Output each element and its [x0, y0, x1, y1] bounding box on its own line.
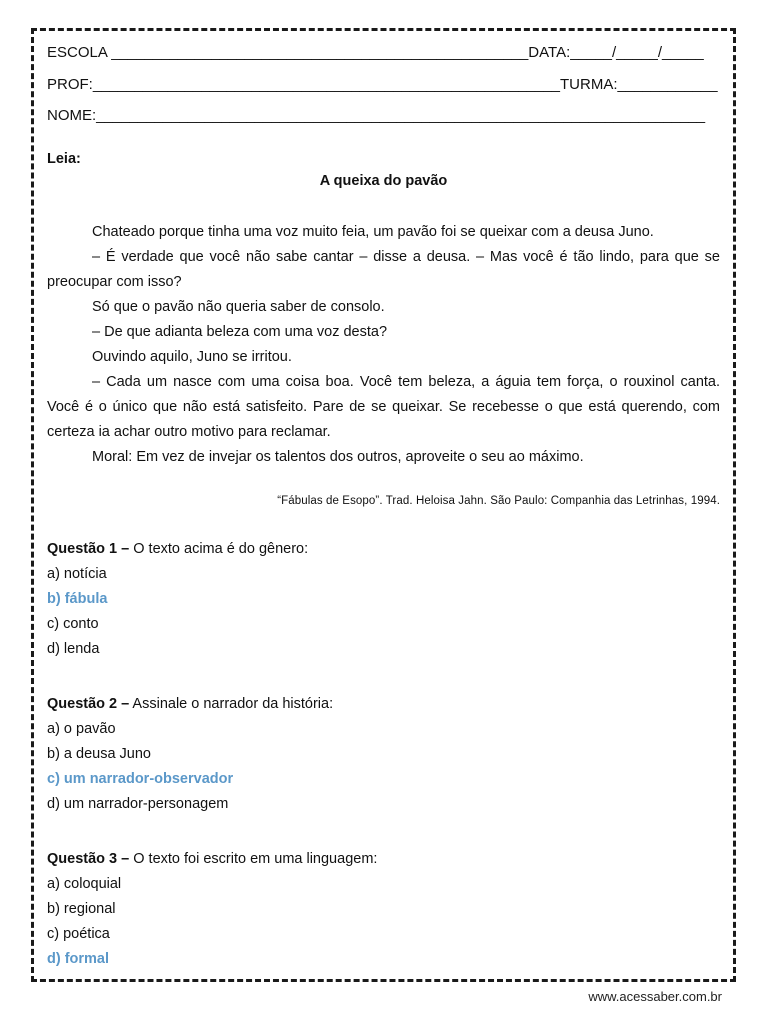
question-3: [47, 847, 720, 972]
question-heading: [47, 537, 720, 562]
story-moral: Moral: Em vez de invejar os talentos dos outros, aproveite o seu ao máximo.: [92, 449, 584, 465]
option-c-answer: c) um narrador-observador: [47, 771, 234, 787]
read-label: Leia:: [47, 151, 81, 167]
option-d: d) um narrador-personagem: [47, 796, 229, 812]
option-b: b) regional: [47, 901, 116, 917]
question-prompt: O texto acima é do gênero:: [129, 541, 309, 557]
website-footer: www.acessaber.com.br: [588, 989, 722, 1004]
source-credit: “Fábulas de Esopo”. Trad. Heloisa Jahn. São Paulo: Companhia das Letrinhas, 1994.: [277, 495, 720, 507]
student-name-line: NOME:_________________________________________________________________________: [47, 107, 706, 124]
option-a: a) notícia: [47, 566, 107, 582]
option-c: c) poética: [47, 926, 110, 942]
option-b: b) a deusa Juno: [47, 746, 151, 762]
story-paragraph: – De que adianta beleza com uma voz desta?: [92, 324, 388, 340]
question-prompt: O texto foi escrito em uma linguagem:: [129, 851, 378, 867]
question-number: Questão 3 –: [47, 851, 130, 867]
question-prompt: Assinale o narrador da história:: [129, 696, 334, 712]
worksheet-content: [47, 148, 720, 972]
option-c: c) conto: [47, 616, 99, 632]
story-title: A queixa do pavão: [319, 173, 448, 189]
story-paragraph: – Cada um nasce com uma coisa boa. Você tem beleza, a águia tem força, o rouxinol canta. Você é o único que não está satisfeito. Pare de se queixar. Se recebesse o que está querendo, com certeza ia achar outro motivo para reclamar.: [47, 374, 720, 440]
story-paragraph: – É verdade que você não sabe cantar – disse a deusa. – Mas você é tão lindo, para que se preocupar com isso?: [47, 249, 720, 290]
option-a: a) coloquial: [47, 876, 122, 892]
question-heading: [47, 692, 720, 717]
story-text: [47, 220, 720, 470]
question-number: Questão 2 –: [47, 696, 130, 712]
question-2: [47, 692, 720, 817]
question-number: Questão 1 –: [47, 541, 130, 557]
option-d: d) lenda: [47, 641, 100, 657]
teacher-class-line: PROF:________________________________________________________TURMA:____________: [47, 76, 718, 93]
story-paragraph: Chateado porque tinha uma voz muito feia, um pavão foi se queixar com a deusa Juno.: [92, 224, 654, 240]
story-paragraph: Só que o pavão não queria saber de consolo.: [92, 299, 385, 315]
question-1: [47, 537, 720, 662]
option-b-answer: b) fábula: [47, 591, 108, 607]
option-a: a) o pavão: [47, 721, 116, 737]
story-paragraph: Ouvindo aquilo, Juno se irritou.: [92, 349, 292, 365]
option-d-answer: d) formal: [47, 951, 110, 967]
question-heading: [47, 847, 720, 872]
school-date-line: ESCOLA __________________________________________________DATA:_____/_____/_____: [47, 44, 704, 61]
